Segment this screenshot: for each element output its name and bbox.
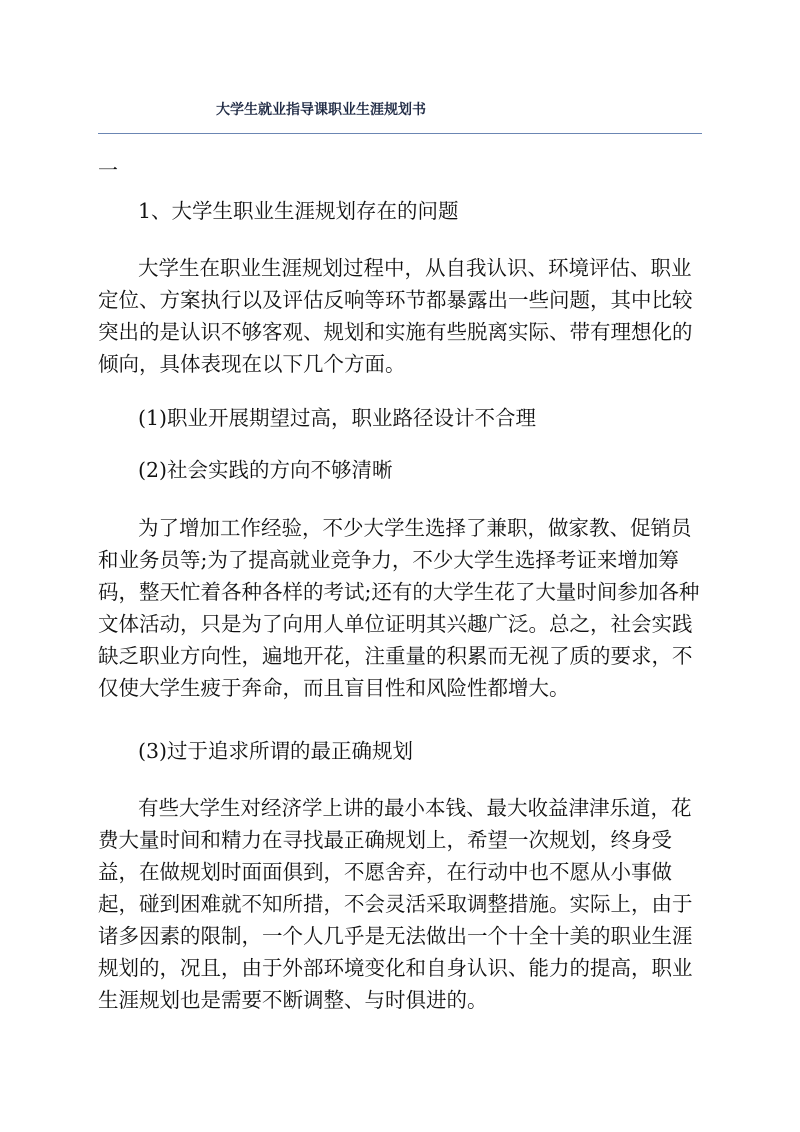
subheading-career-expectation: (1)职业开展期望过高，职业路径设计不合理 <box>138 406 537 430</box>
subheading-social-practice: (2)社会实践的方向不够清晰 <box>138 458 393 482</box>
section-number: 一 <box>98 158 118 182</box>
paragraph-social-practice: 为了增加工作经验，不少大学生选择了兼职，做家教、促销员和业务员等;为了提高就业竞争力，不少大学生选择考证来增加筹码，整天忙着各种各样的考试;还有的大学生花了大量时间参加各种文体活动，只是为了向用人单位证明其兴趣广泛。总之，社会实践缺乏职业方向性，遍地开花，注重量的积累而无视了质的要求，不仅使大学生疲于奔命，而且盲目性和风险性都增大。 <box>98 516 700 700</box>
header-title: 大学生就业指导课职业生涯规划书 <box>216 102 426 118</box>
subheading-best-plan: (3)过于追求所谓的最正确规划 <box>138 739 414 763</box>
section-heading: 1、大学生职业生涯规划存在的问题 <box>138 199 459 223</box>
paragraph-best-plan: 有些大学生对经济学上讲的最小本钱、最大收益津津乐道，花费大量时间和精力在寻找最正确规划上，希望一次规划，终身受益，在做规划时面面俱到，不愿舍弃，在行动中也不愿从小事做起，碰到困难就不知所措，不会灵活采取调整措施。实际上，由于诸多因素的限制，一个人几乎是无法做出一个十全十美的职业生涯规划的，况且，由于外部环境变化和自身认识、能力的提高，职业生涯规划也是需要不断调整、与时俱进的。 <box>98 796 693 1012</box>
header-divider <box>98 133 702 134</box>
paragraph-intro: 大学生在职业生涯规划过程中，从自我认识、环境评估、职业定位、方案执行以及评估反响等环节都暴露出一些问题，其中比较突出的是认识不够客观、规划和实施有些脱离实际、带有理想化的倾向，具体表现在以下几个方面。 <box>98 256 693 376</box>
